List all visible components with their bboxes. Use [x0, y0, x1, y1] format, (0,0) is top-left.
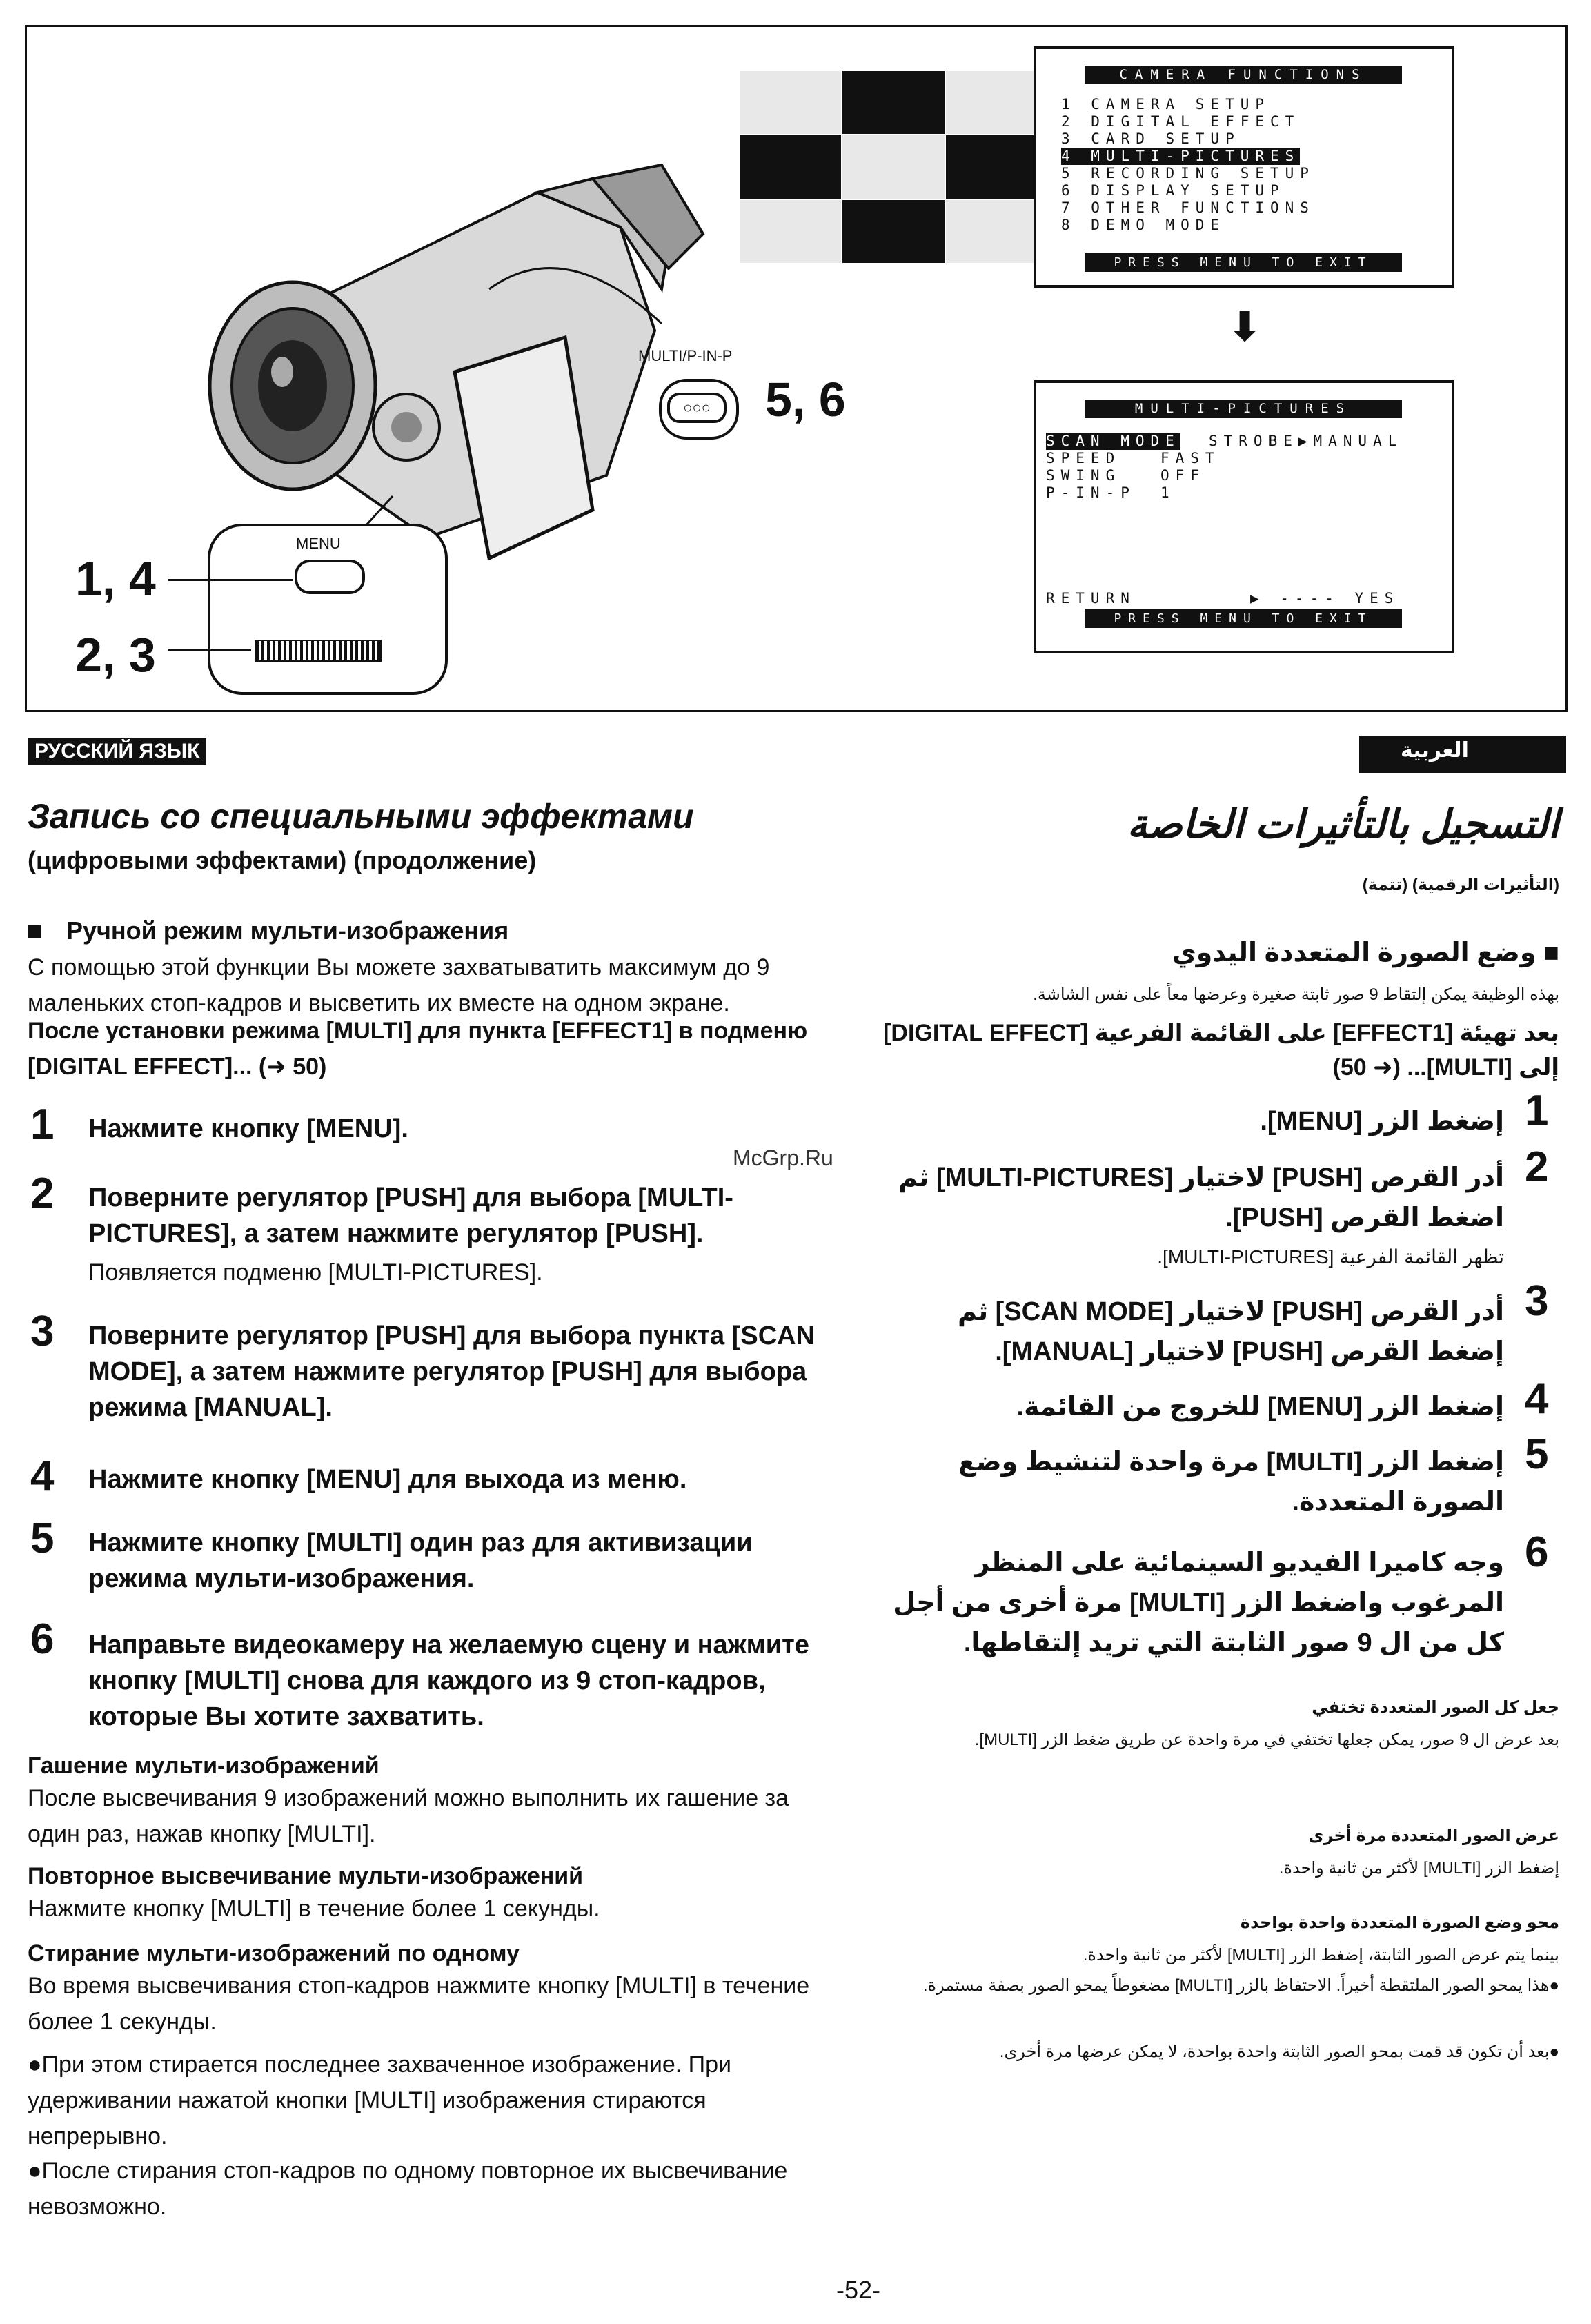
language-label-ar: العربية — [1401, 739, 1469, 762]
steps-multi-label: 5, 6 — [765, 373, 846, 426]
ar-step-number: 1 — [1525, 1087, 1549, 1134]
ru-heading-clear: Гашение мульти-изображений — [28, 1753, 379, 1779]
steps-dial-label: 2, 3 — [75, 628, 156, 682]
multi-picture-thumbnails — [740, 71, 1047, 263]
ar-heading-clear: جعل كل الصور المتعددة تختفي — [1312, 1698, 1559, 1717]
menu-return-value: ▶ ---- YES — [1250, 590, 1400, 607]
steps-menu-label: 1, 4 — [75, 552, 156, 606]
ar-text-erase: بينما يتم عرض الصور الثابتة، إضغط الزر [MULTI] لأكثر من ثانية واحدة. — [1083, 1946, 1559, 1964]
ru-step-number: 4 — [30, 1452, 55, 1500]
menu-item: 6 DISPLAY SETUP — [1061, 182, 1285, 199]
menu-item: 8 DEMO MODE — [1061, 217, 1226, 233]
ru-step-number: 6 — [30, 1615, 55, 1663]
menu-row-value: FAST — [1160, 450, 1221, 466]
ru-heading-redisplay: Повторное высвечивание мульти-изображений — [28, 1863, 584, 1889]
ru-step-text: Нажмите кнопку [MULTI] один раз для активизации режима мульти-изображения. — [88, 1528, 753, 1593]
multi-button: ○○○ — [667, 393, 727, 423]
ar-step-number: 6 — [1525, 1528, 1549, 1576]
ar-step-number: 5 — [1525, 1430, 1549, 1478]
ar-step-text: أدر القرص [PUSH] لاختيار [MULTI-PICTURES] ثم اضغط القرص [PUSH]. — [898, 1163, 1504, 1232]
menu-title: MULTI-PICTURES — [1085, 400, 1402, 418]
menu-footer: PRESS MENU TO EXIT — [1085, 609, 1402, 628]
ru-intro: С помощью этой функции Вы можете захватыватить максимум до 9 маленьких стоп-кадров и высветить их вместе на одном экране. — [28, 954, 770, 1016]
ru-heading-erase: Стирание мульти-изображений по одному — [28, 1940, 520, 1967]
ar-step-number: 2 — [1525, 1143, 1549, 1191]
ru-step-text: Поверните регулятор [PUSH] для выбора [MULTI-PICTURES], а затем нажмите регулятор [PUSH]. — [88, 1183, 733, 1248]
menu-row-label: P-IN-P — [1046, 484, 1136, 501]
ru-step-number: 3 — [30, 1308, 55, 1355]
ru-bullet: ●При этом стирается последнее захваченное изображение. При удерживании нажатой кнопки [MULTI] изображения стираются непрерывно. — [28, 2051, 731, 2149]
menu-title: CAMERA FUNCTIONS — [1085, 66, 1402, 84]
menu-button-label: MENU — [296, 535, 341, 552]
square-bullet-icon — [28, 925, 41, 938]
ru-bullet: ●После стирания стоп-кадров по одному повторное их высвечивание невозможно. — [28, 2158, 788, 2220]
ar-bullet: ●بعد أن تكون قد قمت بمحو الصور الثابتة واحدة بواحدة، لا يمكن عرضها مرة أخرى. — [999, 2042, 1559, 2061]
menu-item: 1 CAMERA SETUP — [1061, 96, 1271, 112]
ru-step-text: Нажмите кнопку [MENU]. — [88, 1114, 408, 1143]
ar-bullet: ●هذا يمحو الصور الملتقطة أخيراً. الاحتفاظ بالزر [MULTI] مضغوطاً يمحو الصور بصفة مستمرة. — [922, 1976, 1559, 1995]
watermark: McGrp.Ru — [733, 1145, 833, 1170]
camera-functions-menu — [1034, 46, 1454, 288]
ar-step-note: تظهر القائمة الفرعية [MULTI-PICTURES]. — [1157, 1246, 1504, 1268]
ar-section-heading: ■ وضع الصورة المتعددة اليدوي — [1172, 938, 1559, 967]
ar-intro-bold: بعد تهيئة [EFFECT1] على القائمة الفرعية [DIGITAL EFFECT] إلى [MULTI]... (➜ 50) — [883, 1020, 1559, 1081]
menu-item: 2 DIGITAL EFFECT — [1061, 113, 1301, 130]
ar-intro: بهذه الوظيفة يمكن إلتقاط 9 صور ثابتة صغيرة وعرضها معاً على نفس الشاشة. — [1033, 985, 1559, 1004]
ar-step-text: إضغط الزر [MULTI] مرة واحدة لتنشيط وضع الصورة المتعددة. — [958, 1448, 1504, 1517]
ru-text-erase: Во время высвечивания стоп-кадров нажмите кнопку [MULTI] в течение более 1 секунды. — [28, 1973, 810, 2035]
language-label-ru: РУССКИЙ ЯЗЫК — [28, 738, 206, 765]
menu-return-label: RETURN — [1046, 590, 1136, 607]
ar-text-redisplay: إضغط الزر [MULTI] لأكثر من ثانية واحدة. — [1278, 1859, 1559, 1878]
ar-step-text: إضغط الزر [MENU] للخروج من القائمة. — [1016, 1392, 1504, 1421]
ar-step-number: 4 — [1525, 1375, 1549, 1423]
ru-step-note: Появляется подменю [MULTI-PICTURES]. — [88, 1259, 543, 1286]
multi-pictures-menu — [1034, 380, 1454, 653]
ar-text-clear: بعد عرض ال 9 صور، يمكن جعلها تختفي في مرة واحدة عن طريق ضغط الزر [MULTI]. — [974, 1731, 1559, 1749]
ru-step-number: 2 — [30, 1170, 55, 1217]
ar-heading-redisplay: عرض الصور المتعددة مرة أخرى — [1308, 1826, 1559, 1845]
illustration-panel — [25, 25, 1568, 712]
ru-step-number: 1 — [30, 1101, 55, 1148]
ar-step-text: أدر القرص [PUSH] لاختيار [SCAN MODE] ثم إضغط القرص [PUSH] لاختيار [MANUAL]. — [958, 1297, 1504, 1366]
pointer-line — [168, 649, 251, 651]
page-number: -52- — [836, 2276, 881, 2304]
ru-step-text: Направьте видеокамеру на желаемую сцену и нажмите кнопку [MULTI] снова для каждого из 9 стоп-кадров, которые Вы хотите захватить. — [88, 1631, 809, 1731]
menu-row-value: OFF — [1160, 467, 1205, 484]
menu-item: 3 CARD SETUP — [1061, 130, 1241, 147]
menu-footer: PRESS MENU TO EXIT — [1085, 253, 1402, 272]
ru-step-text: Нажмите кнопку [MENU] для выхода из меню. — [88, 1465, 687, 1494]
ru-intro-bold: После установки режима [MULTI] для пункта [EFFECT1] в подменю [DIGITAL EFFECT]... (➜ 50) — [28, 1018, 808, 1080]
menu-item: 7 OTHER FUNCTIONS — [1061, 199, 1315, 216]
ru-text-redisplay: Нажмите кнопку [MULTI] в течение более 1 секунды. — [28, 1895, 600, 1922]
ar-heading-erase: محو وضع الصورة المتعددة واحدة بواحدة — [1240, 1913, 1559, 1932]
multi-button-label: MULTI/P-IN-P — [638, 347, 733, 364]
menu-row-value: 1 — [1160, 484, 1176, 501]
ar-step-text: إضغط الزر [MENU]. — [1260, 1107, 1504, 1136]
menu-item-selected: 4 MULTI-PICTURES — [1061, 148, 1301, 164]
menu-row-label-selected: SCAN MODE — [1046, 433, 1180, 449]
ru-section-heading: Ручной режим мульти-изображения — [66, 916, 509, 945]
pointer-line — [168, 579, 293, 581]
menu-button — [295, 560, 365, 594]
menu-row-value: STROBE▶MANUAL — [1209, 433, 1403, 449]
ar-step-text: وجه كاميرا الفيديو السينمائية على المنظر المرغوب واضغط الزر [MULTI] مرة أخرى من أجل كل من ال 9 صور الثابتة التي تريد إلتقاطها. — [893, 1548, 1504, 1657]
ru-title: Запись со специальными эффектами — [28, 797, 694, 836]
menu-row-label: SWING — [1046, 467, 1121, 484]
ru-step-number: 5 — [30, 1515, 55, 1562]
menu-row-label: SPEED — [1046, 450, 1121, 466]
ru-text-clear: После высвечивания 9 изображений можно выполнить их гашение за один раз, нажав кнопку [MULTI]. — [28, 1785, 789, 1847]
ar-step-number: 3 — [1525, 1277, 1549, 1325]
ru-step-text: Поверните регулятор [PUSH] для выбора пункта [SCAN MODE], а затем нажмите регулятор [PUSH] для выбора режима [MANUAL]. — [88, 1321, 816, 1422]
menu-item: 5 RECORDING SETUP — [1061, 165, 1315, 181]
down-arrow-icon: ⬇ — [1227, 304, 1263, 350]
push-dial — [255, 640, 382, 662]
ar-subtitle: (التأثيرات الرقمية) (تتمة) — [1362, 876, 1559, 894]
ru-subtitle: (цифровыми эффектами) (продолжение) — [28, 846, 537, 874]
ar-title: التسجيل بالتأثيرات الخاصة — [1127, 802, 1559, 847]
